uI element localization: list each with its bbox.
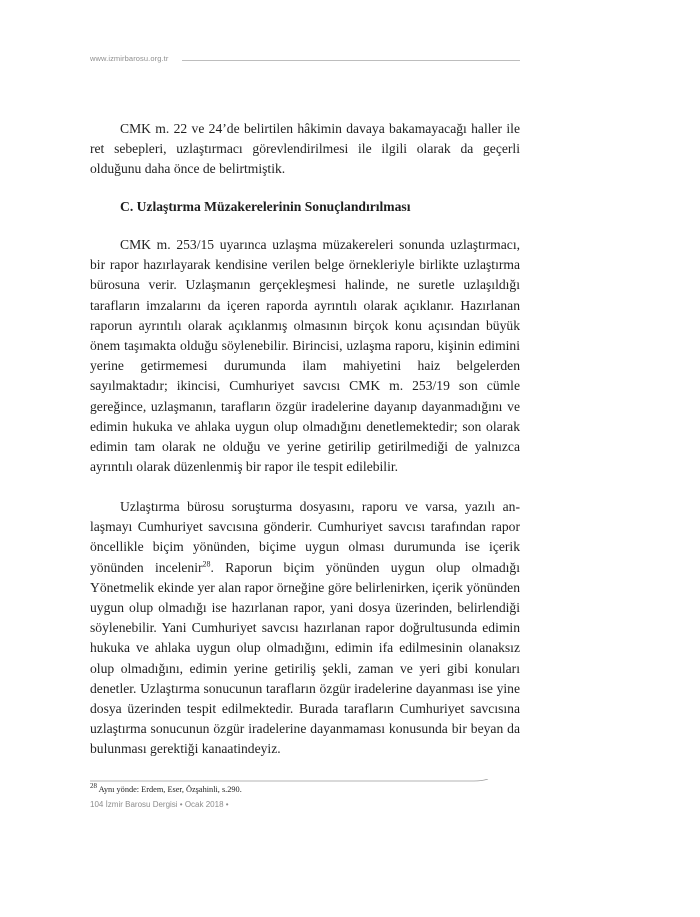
paragraph-1 xyxy=(90,119,520,180)
header-url: www.izmirbarosu.org.tr xyxy=(90,54,169,63)
paragraph-3 xyxy=(90,497,520,760)
footnote-divider xyxy=(90,779,520,783)
footnote-reference[interactable]: 28 xyxy=(202,559,211,569)
paragraph-3-part-1: Uzlaştırma bürosu soruşturma dosyasını, raporu ve varsa, yazılı anlaşmayı Cumhuriyet savcısına gönderir. Cumhuriyet savcısı tarafından rapor öncellikle biçim yönünden, biçime uygun olması durumunda ise içerik yönünden incelenir xyxy=(90,499,520,575)
paragraph-1-text: CMK m. 22 ve 24’de belirtilen hâkimin davaya bakamayacağı haller ile ret sebepleri, uzlaştırmacı görevlendirilmesi ile ilgili olarak da geçerli olduğunu daha önce de belirtmiştik. xyxy=(90,121,520,177)
paragraph-2-text: CMK m. 253/15 uyarınca uzlaşma müzakereleri sonunda uzlaştırmacı, bir rapor hazırlayarak kendisine verilen belge örnekleriyle birlikte uzlaştırma bürosuna verir. Uzlaşmanın gerçekleşmesi halinde, ne suretle uzlaşıldığı tarafların imzalarını da içeren raporda ayrıntılı olarak açıklanır. Hazırlanan raporun ayrıntılı olarak açıklanmış olmasının birçok konu açısından büyük önem taşımakta olduğu söylenebilir. Birincisi, uzlaşma raporu, kişinin edimini yerine getirmemesi durumunda ilam mahiyetini haiz belgelerden sayılmaktadır; ikincisi, Cumhuriyet savcısı CMK m. 253/19 son cümle gereğince, uzlaşmanın, tarafların özgür iradelerine dayanıp dayanmadığını ve edimin hukuka ve ahlaka uygun olup olmadığını denetlemektedir; son olarak edimin tam olarak ne olduğu ve yerine getirilip getirilmediği de yalnızca ayrıntılı olarak düzenlenmiş bir rapor ile tespit edilebilir. xyxy=(90,237,520,475)
footnote xyxy=(90,784,242,795)
header-divider xyxy=(182,60,520,61)
section-heading: C. Uzlaştırma Müzakerelerinin Sonuçlandırılması xyxy=(120,199,411,214)
paragraph-2 xyxy=(90,235,520,477)
footnote-text: Aynı yönde: Erdem, Eser, Özşahinli, s.290. xyxy=(97,785,242,794)
footnote-number: 28 xyxy=(90,782,97,791)
paragraph-3-part-2: . Raporun biçim yönünden uygun olup olmadığı Yönetmelik ekinde yer alan rapor örneğine göre belirlenirken, içerik yönünden uygun olup olmadığı ise hazırlanan rapor, yani dosya üzerinden, belirlendiği söylenebilir. Yani Cumhuriyet savcısı hazırlanan rapor doğrultusunda edimin hukuka ve ahlaka uygun olup olmadığını, edimin ifa edilmesinin olanaksız olup olmadığını, edimin yerine getiriliş şekli, zaman ve yeri gibi konuları denetler. Uzlaştırma sonucunun tarafların özgür iradelerine dayanması ise yine dosya üzerinden tespit edilmektedir. Burada tarafların Cumhuriyet savcısına uzlaştırma sonucunun özgür iradelerine dayanmaması konusunda bir beyan da bulunması gerektiği kanaatindeyiz. xyxy=(90,559,520,757)
paragraph-3-text xyxy=(90,497,520,760)
page-footer: 104 İzmir Barosu Dergisi • Ocak 2018 • xyxy=(90,800,229,809)
